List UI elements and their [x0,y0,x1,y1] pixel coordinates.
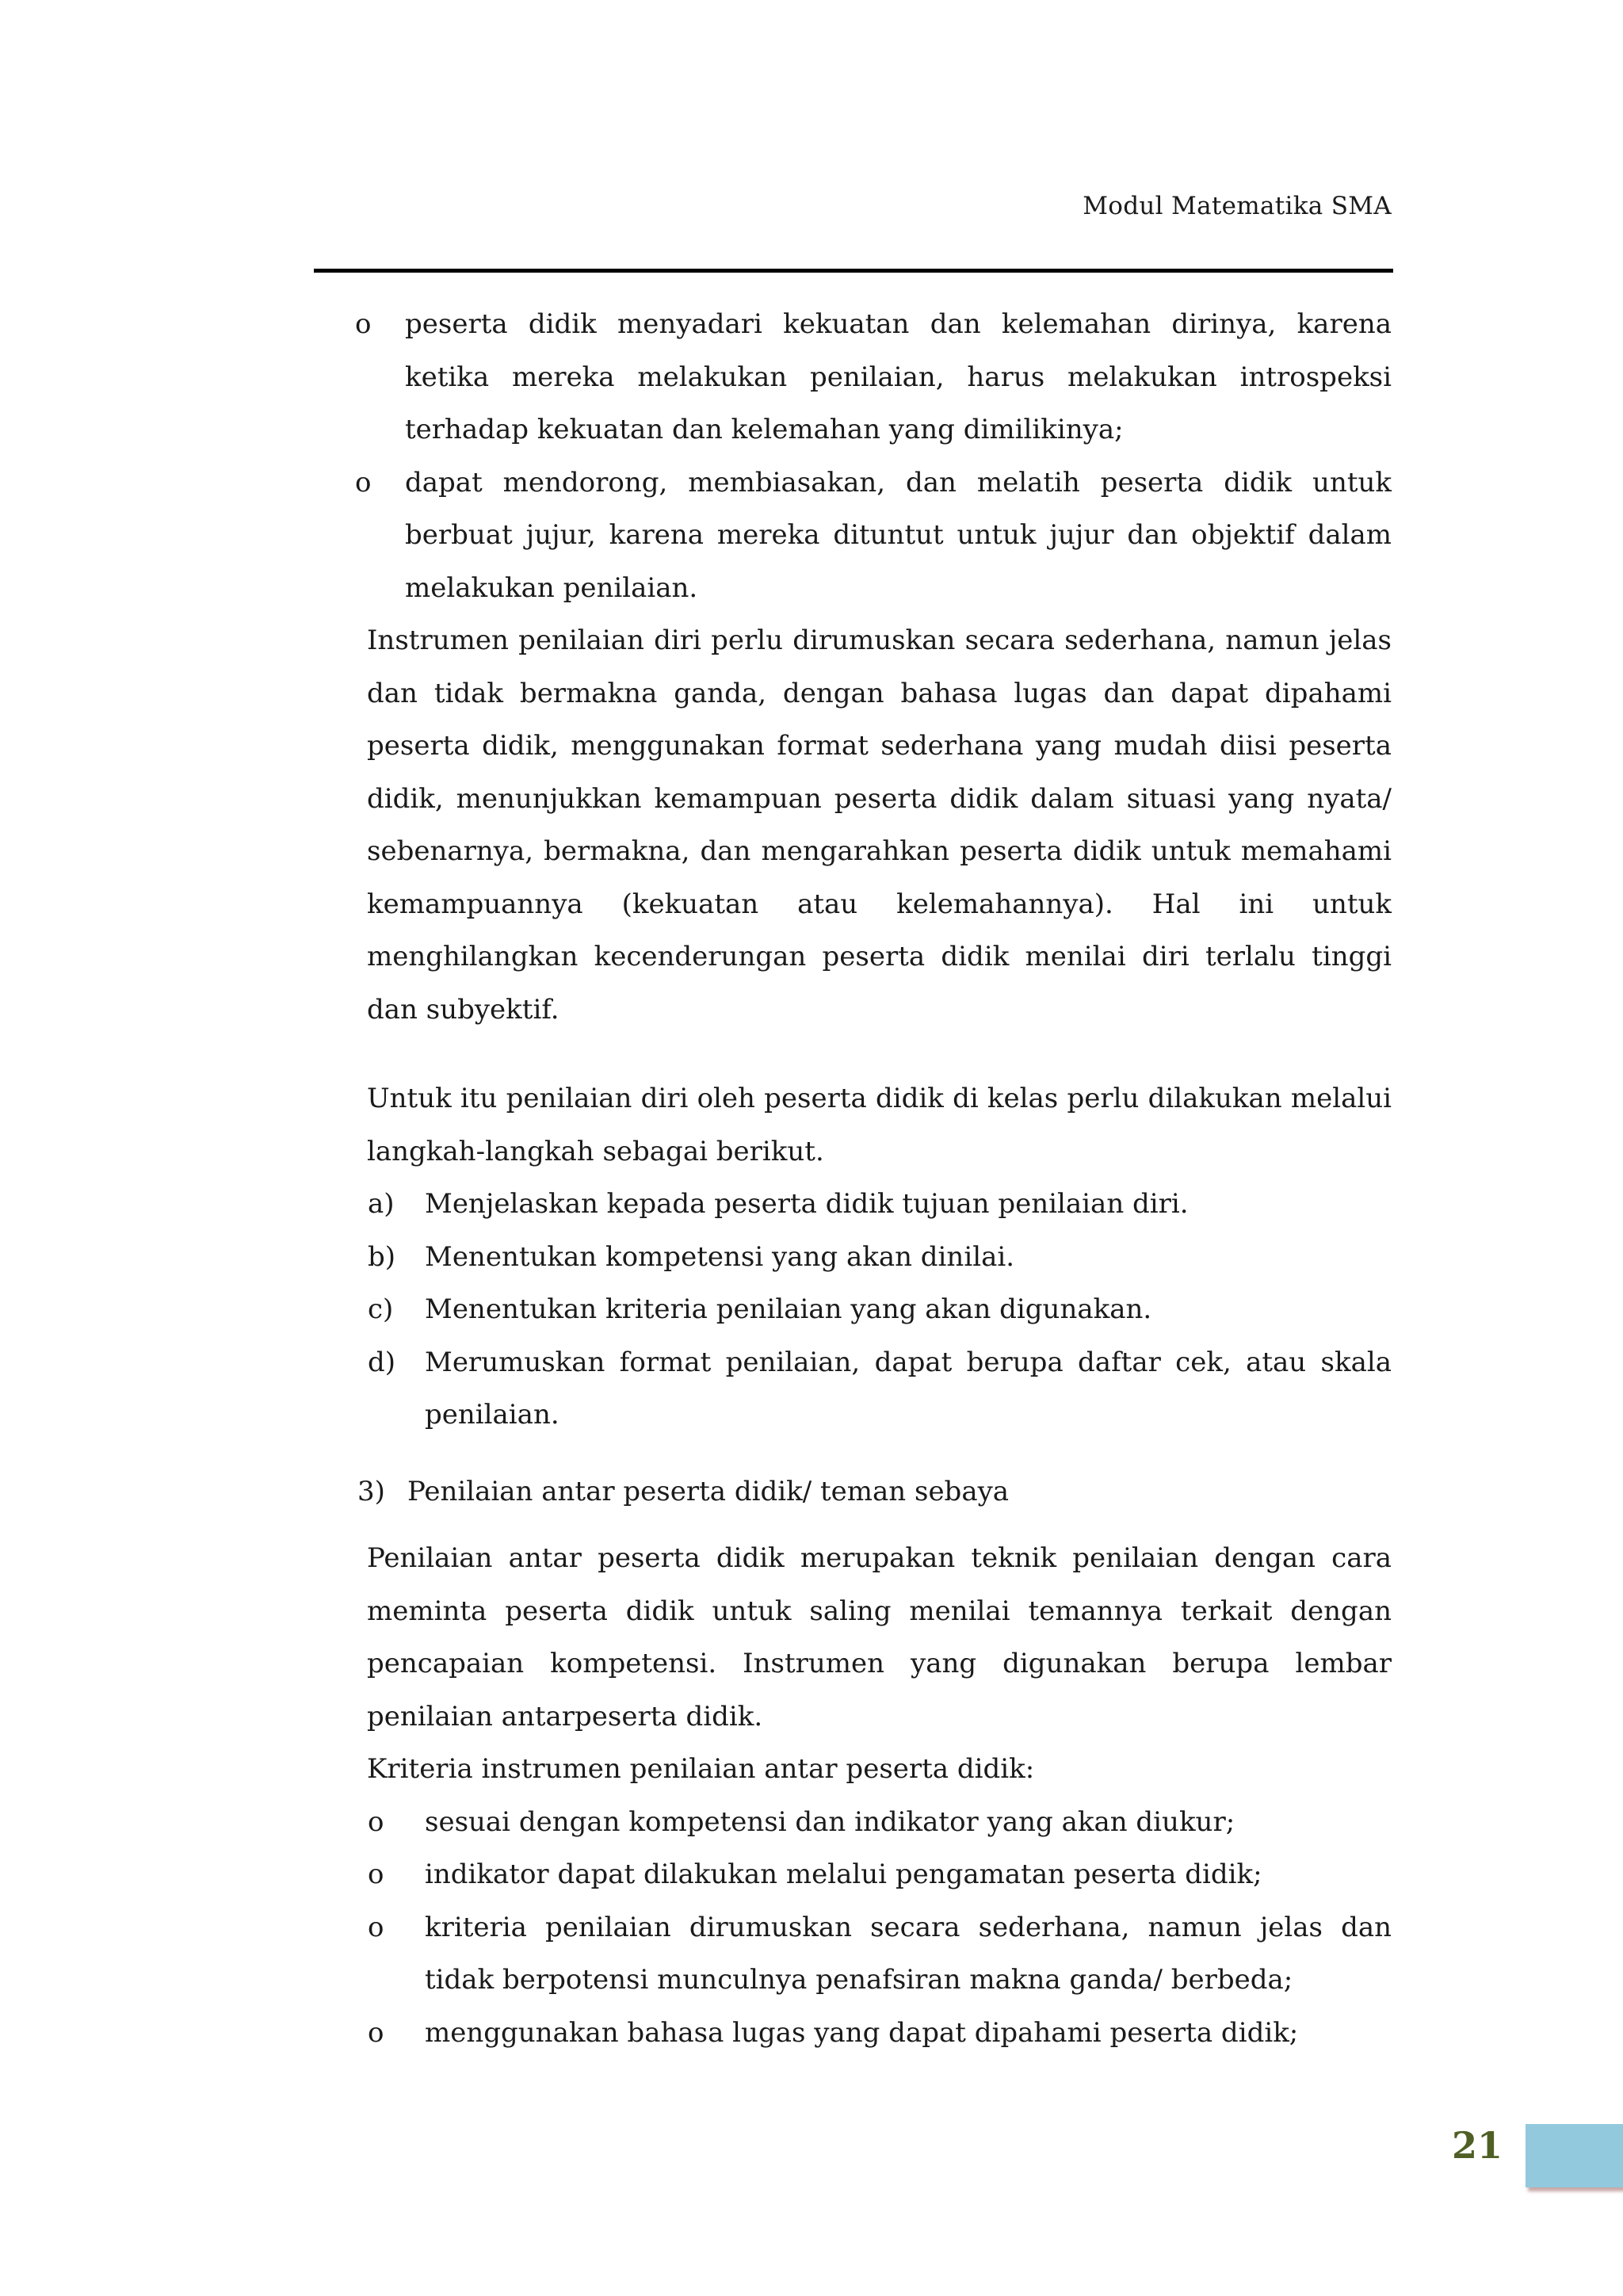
spacer [314,1036,1392,1072]
bullet-marker: o [368,1805,384,1838]
page-number: 21 [1451,2124,1503,2167]
step-text: Menentukan kriteria penilaian yang akan digunakan. [425,1293,1152,1325]
kriteria-item [314,1848,1392,1901]
bullet-marker: o [355,308,372,340]
bullet-marker: o [355,466,372,499]
kriteria-text: indikator dapat dilakukan melalui pengamatan peserta didik; [425,1859,1262,1890]
bullet-text: dapat mendorong, membiasakan, dan melatih peserta didik untuk berbuat jujur, karena mereka dituntut untuk jujur dan objektif dalam melakukan penilaian. [405,466,1392,604]
section-title: Penilaian antar peserta didik/ teman sebaya [407,1475,1010,1507]
paragraph-langkah: Untuk itu penilaian diri oleh peserta didik di kelas perlu dilakukan melalui langkah-langkah sebagai berikut. [367,1083,1392,1167]
step-text: Menentukan kompetensi yang akan dinilai. [425,1240,1015,1273]
bullet-item [314,457,1392,615]
step-marker: b) [368,1240,396,1273]
section-heading [314,1465,1392,1519]
paragraph-instrumen: Instrumen penilaian diri perlu dirumuskan secara sederhana, namun jelas dan tidak bermakna ganda, dengan bahasa lugas dan dapat dipahami peserta didik, menggunakan format sederhana yang mudah diisi peserta didik, menunjukkan kemampuan peserta didik dalam situasi yang nyata/ sebenarnya, bermakna, dan mengarahkan peserta didik untuk memahami kemampuannya (kekuatan atau kelemahannya). Hal ini untuk menghilangkan kecenderungan peserta didik menilai diri terlalu tinggi dan subyektif. [367,625,1392,1026]
step-item [314,1231,1392,1284]
bullet-marker: o [368,1911,384,1943]
kriteria-text: menggunakan bahasa lugas yang dapat dipahami peserta didik; [425,2016,1299,2049]
paragraph-antar: Penilaian antar peserta didik merupakan teknik penilaian dengan cara meminta peserta didik untuk saling menilai temannya terkait dengan pencapaian kompetensi. Instrumen yang digunakan berupa lembar penilaian antarpeserta didik. [367,1542,1392,1733]
header-rule [314,269,1393,273]
running-header: Modul Matematika SMA [1083,192,1392,220]
kriteria-text: kriteria penilaian dirumuskan secara sederhana, namun jelas dan tidak berpotensi munculnya penafsiran makna ganda/ berbeda; [425,1911,1392,1996]
kriteria-text: sesuai dengan kompetensi dan indikator yang akan diukur; [425,1805,1235,1838]
step-marker: a) [368,1188,395,1220]
step-marker: c) [368,1293,394,1325]
kriteria-item [314,2007,1392,2060]
bullet-marker: o [368,1859,384,1890]
kriteria-item [314,1796,1392,1849]
step-text: Menjelaskan kepada peserta didik tujuan penilaian diri. [425,1188,1189,1220]
step-item [314,1336,1392,1442]
step-item [314,1178,1392,1231]
kriteria-item [314,1901,1392,2007]
step-item [314,1283,1392,1336]
bullet-item [314,298,1392,457]
bullet-marker: o [368,2016,384,2049]
step-text: Merumuskan format penilaian, dapat berupa daftar cek, atau skala penilaian. [425,1346,1392,1431]
page-tab-decoration [1526,2124,1623,2187]
section-number: 3) [357,1475,385,1507]
kriteria-intro: Kriteria instrumen penilaian antar peserta didik: [367,1753,1035,1785]
bullet-text: peserta didik menyadari kekuatan dan kelemahan dirinya, karena ketika mereka melakukan penilaian, harus melakukan introspeksi terhadap kekuatan dan kelemahan yang dimilikinya; [405,308,1392,445]
step-marker: d) [368,1346,396,1378]
page-body [314,298,1392,2059]
